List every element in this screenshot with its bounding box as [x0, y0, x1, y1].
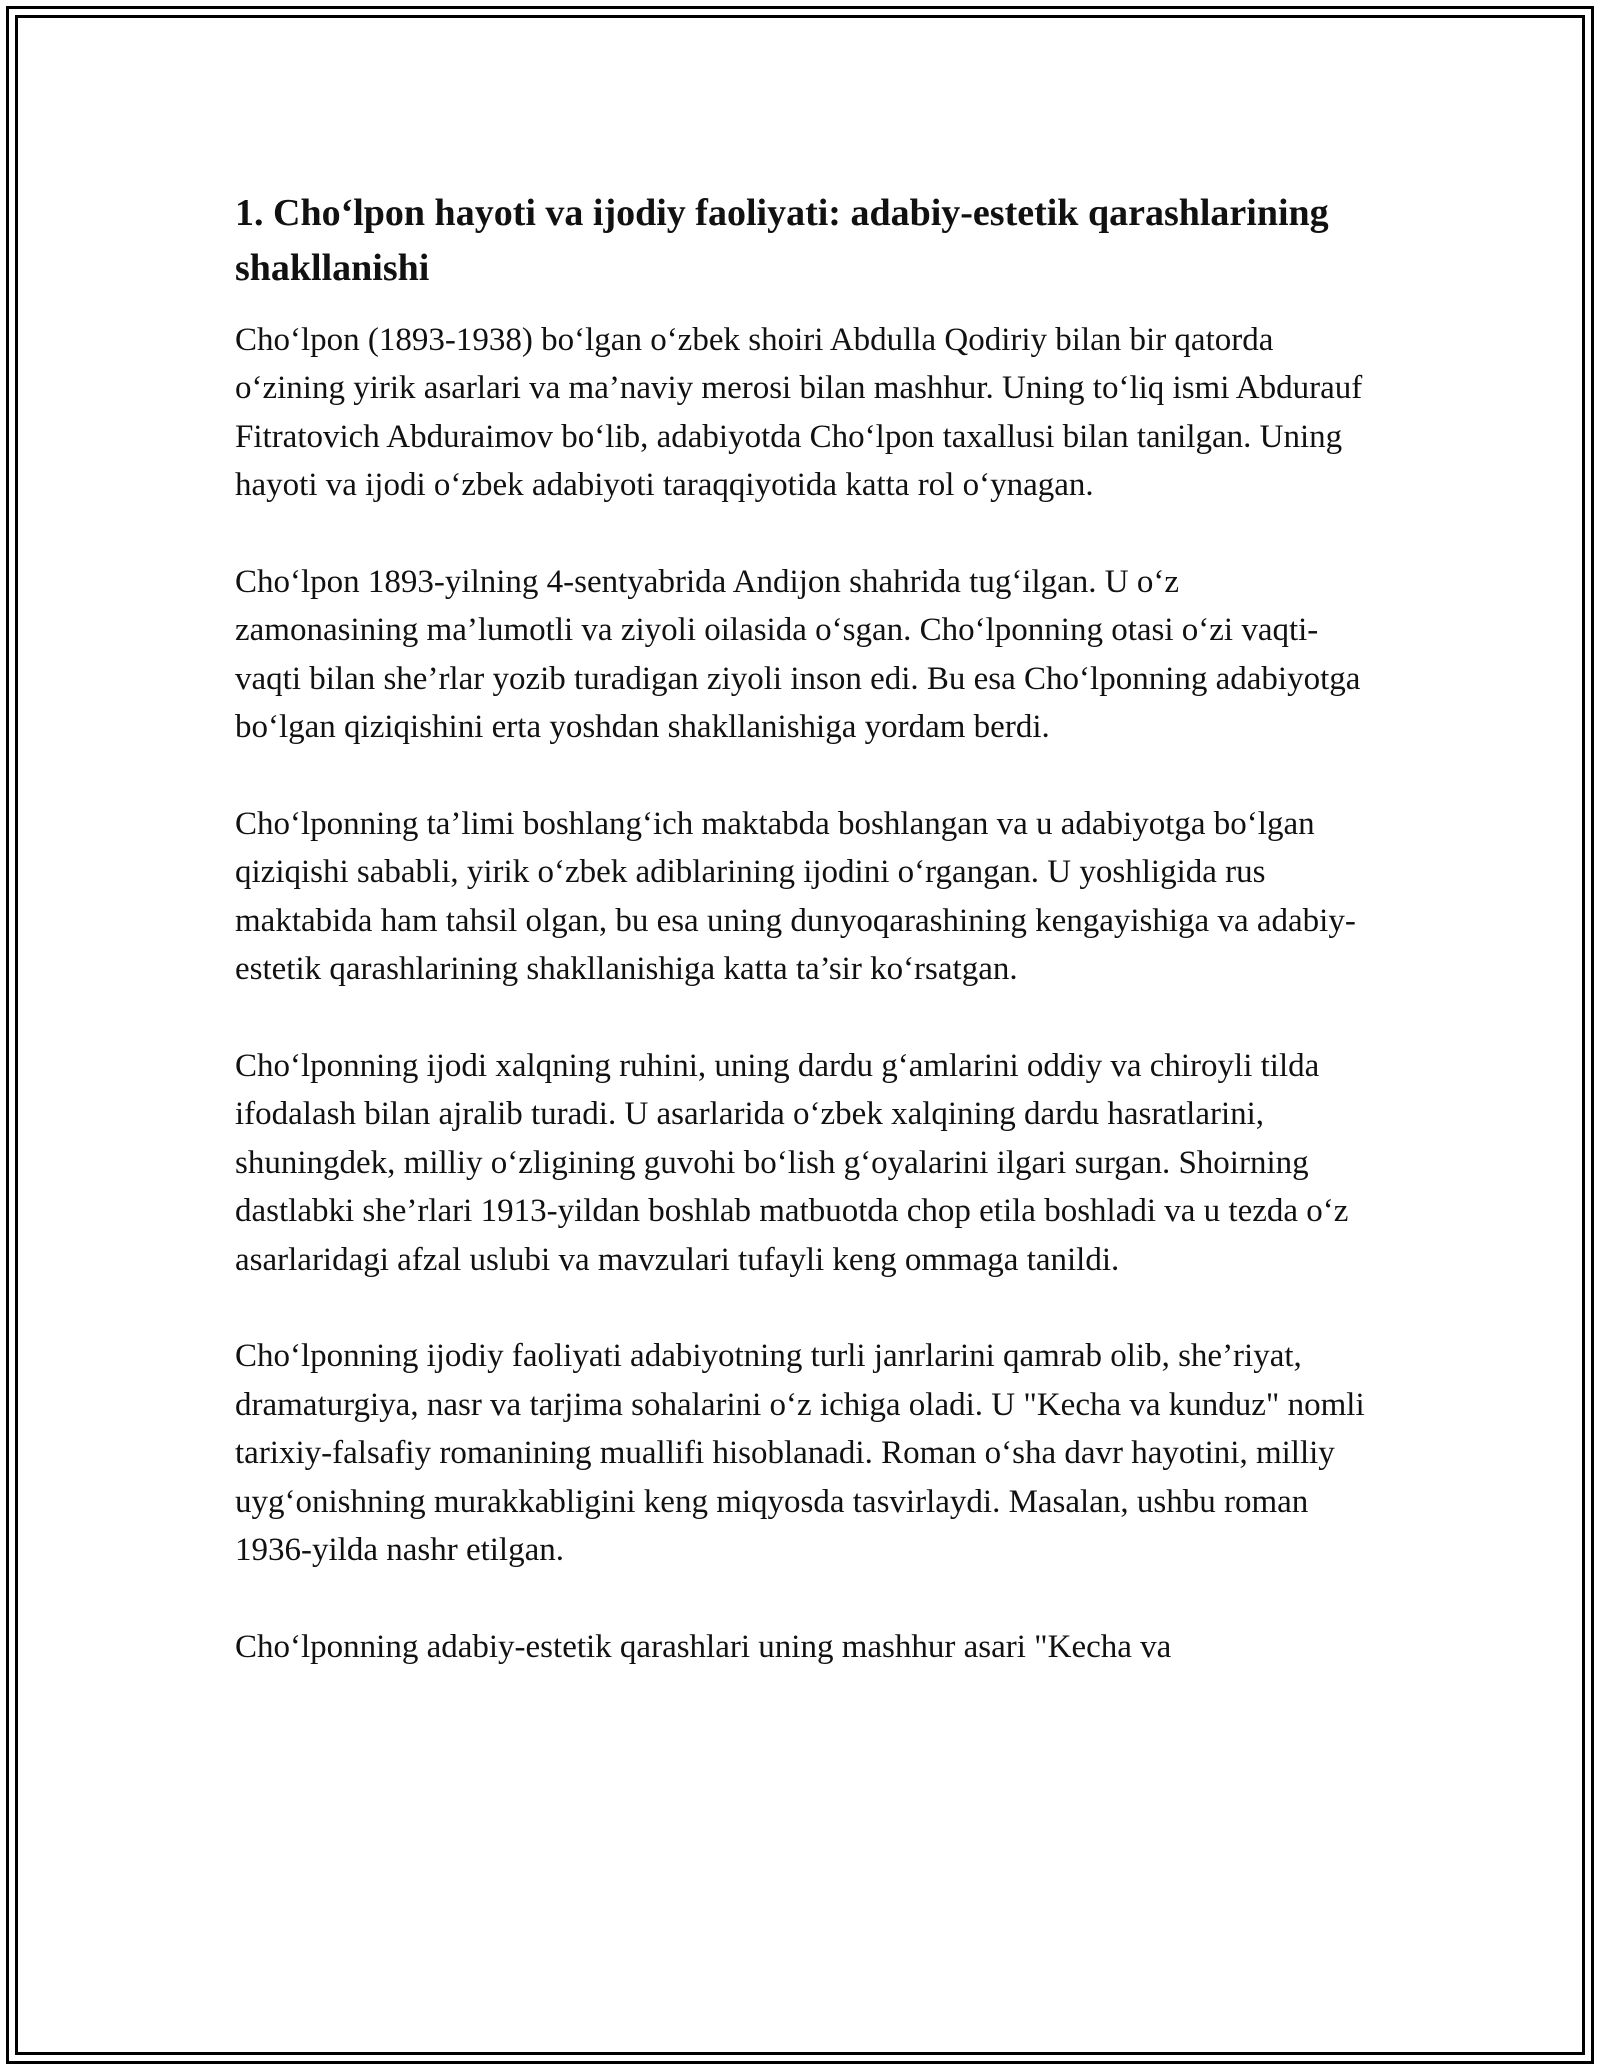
paragraph-5: Cho‘lponning ijodiy faoliyati adabiyotning turli janrlarini qamrab olib, she’riyat, dramaturgiya, nasr va tarjima sohalarini o‘z ichiga oladi. U "Kecha va kunduz" nomli tarixiy-falsafiy romanining muallifi hisoblanadi. Roman o‘sha davr hayotini, milliy uyg‘onishning murakkabligini keng miqyosda tasvirlaydi. Masalan, ushbu roman 1936-yilda nashr etilgan.: [235, 1338, 1365, 1569]
section-heading: 1. Cho‘lpon hayoti va ijodiy faoliyati: adabiy-estetik qarashlarining shakllanishi: [235, 192, 1329, 289]
paragraph-4: Cho‘lponning ijodi xalqning ruhini, uning dardu g‘amlarini oddiy va chiroyli tilda ifodalash bilan ajralib turadi. U asarlarida o‘zbek xalqining dardu hasratlarini, shuningdek, milliy o‘zligining guvohi bo‘lish g‘oyalarini ilgari surgan. Shoirning dastlabki she’rlari 1913-yildan boshlab matbuotda chop etila boshladi va u tezda o‘z asarlaridagi afzal uslubi va mavzulari tufayli keng ommaga tanildi.: [235, 1048, 1349, 1278]
paragraph-6: Cho‘lponning adabiy-estetik qarashlari uning mashhur asari "Kecha va: [235, 1628, 1172, 1665]
document-body: [235, 186, 1370, 1720]
paragraph-2: Cho‘lpon 1893-yilning 4-sentyabrida Andijon shahrida tug‘ilgan. U o‘z zamonasining ma’lumotli va ziyoli oilasida o‘sgan. Cho‘lponning otasi o‘zi vaqti-vaqti bilan she’rlar yozib turadigan ziyoli inson edi. Bu esa Cho‘lponning adabiyotga bo‘lgan qiziqishini erta yoshdan shakllanishiga yordam berdi.: [235, 564, 1361, 746]
paragraph-3: Cho‘lponning ta’limi boshlang‘ich maktabda boshlangan va u adabiyotga bo‘lgan qiziqishi sababli, yirik o‘zbek adiblarining ijodini o‘rgangan. U yoshligida rus maktabida ham tahsil olgan, bu esa uning dunyoqarashining kengayishiga va adabiy-estetik qarashlarining shakllanishiga katta ta’sir ko‘rsatgan.: [235, 806, 1356, 988]
paragraph-1: Cho‘lpon (1893-1938) bo‘lgan o‘zbek shoiri Abdulla Qodiriy bilan bir qatorda o‘zining yirik asarlari va ma’naviy merosi bilan mashhur. Uning to‘liq ismi Abdurauf Fitratovich Abduraimov bo‘lib, adabiyotda Cho‘lpon taxallusi bilan tanilgan. Uning hayoti va ijodi o‘zbek adabiyoti taraqqiyotida katta rol o‘ynagan.: [235, 322, 1363, 504]
